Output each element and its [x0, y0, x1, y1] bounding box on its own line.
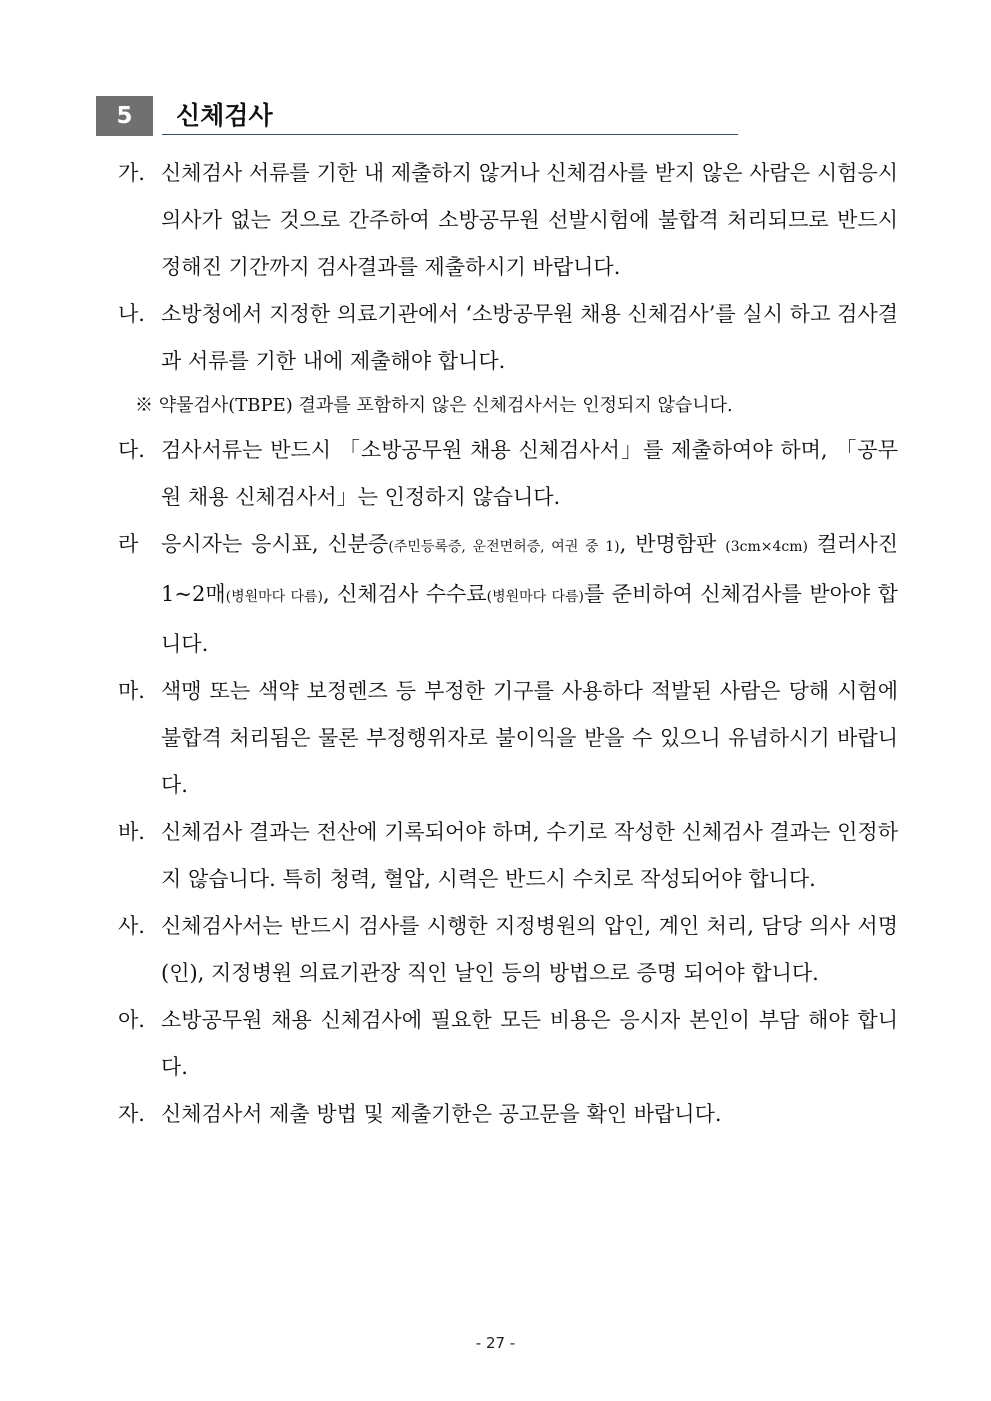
item-marker: 바. [118, 820, 145, 844]
list-item [118, 668, 898, 809]
item-marker: 다. [118, 438, 145, 462]
list-item [118, 809, 898, 903]
list-item [118, 427, 898, 521]
list-item [118, 291, 898, 385]
list-item [118, 1091, 898, 1138]
section-number: 5 [96, 96, 153, 136]
section-header [96, 96, 738, 136]
note-text: ※ 약물검사(TBPE) 결과를 포함하지 않은 신체검사서는 인정되지 않습니다. [135, 395, 733, 416]
item-text-small: (주민등록증, 운전면허증, 여권 중 1) [388, 539, 620, 555]
item-marker: 가. [118, 161, 145, 185]
item-text-small: (3cm×4cm) [725, 539, 808, 555]
list-item [118, 997, 898, 1091]
item-text: 색맹 또는 색약 보정렌즈 등 부정한 기구를 사용하다 적발된 사람은 당해 시험에 불합격 처리됨은 물론 부정행위자로 불이익을 받을 수 있으니 유념하시기 바랍니다. [161, 679, 898, 797]
item-text: 검사서류는 반드시 「소방공무원 채용 신체검사서」를 제출하여야 하며, 「공무원 채용 신체검사서」는 인정하지 않습니다. [161, 438, 898, 509]
list-item [118, 521, 898, 668]
item-marker: 아. [118, 1008, 145, 1032]
item-text-small: (병원마다 다름) [225, 589, 323, 605]
note-item [118, 385, 898, 427]
item-text [161, 521, 898, 668]
section-underline [162, 134, 738, 135]
item-text: 소방청에서 지정한 의료기관에서 ‘소방공무원 채용 신체검사’를 실시 하고 검사결과 서류를 기한 내에 제출해야 합니다. [161, 302, 898, 373]
item-text: 신체검사 결과는 전산에 기록되어야 하며, 수기로 작성한 신체검사 결과는 인정하지 않습니다. 특히 청력, 혈압, 시력은 반드시 수치로 작성되어야 합니다. [161, 820, 898, 891]
item-text-small: (병원마다 다름) [486, 589, 584, 605]
item-text-part: , 신체검사 수수료 [322, 582, 487, 606]
item-marker: 나. [118, 302, 145, 326]
page-number: - 27 - [475, 1334, 516, 1352]
item-text: 신체검사서는 반드시 검사를 시행한 지정병원의 압인, 계인 처리, 담당 의사 서명(인), 지정병원 의료기관장 직인 날인 등의 방법으로 증명 되어야 합니다. [161, 914, 898, 985]
item-text-part: 를 준비하여 신체검사를 받아야 합니다. [161, 582, 898, 656]
item-marker: 라 [118, 532, 139, 556]
item-text-part: , 반명함판 [619, 532, 726, 556]
item-text: 소방공무원 채용 신체검사에 필요한 모든 비용은 응시자 본인이 부담 해야 합니다. [161, 1008, 898, 1079]
list-item [118, 903, 898, 997]
item-list [118, 150, 898, 1138]
item-text: 신체검사서 제출 방법 및 제출기한은 공고문을 확인 바랍니다. [161, 1102, 722, 1126]
item-marker: 사. [118, 914, 145, 938]
item-text-part: 컬러사진 1~2매 [161, 532, 899, 606]
list-item [118, 150, 898, 291]
item-text-part: 응시자는 응시표, 신분증 [161, 532, 389, 556]
item-marker: 자. [118, 1102, 145, 1126]
item-marker: 마. [118, 679, 145, 703]
section-title: 신체검사 [176, 101, 273, 130]
item-text: 신체검사 서류를 기한 내 제출하지 않거나 신체검사를 받지 않은 사람은 시험응시 의사가 없는 것으로 간주하여 소방공무원 선발시험에 불합격 처리되므로 반드시 정해진 기간까지 검사결과를 제출하시기 바랍니다. [161, 161, 898, 279]
